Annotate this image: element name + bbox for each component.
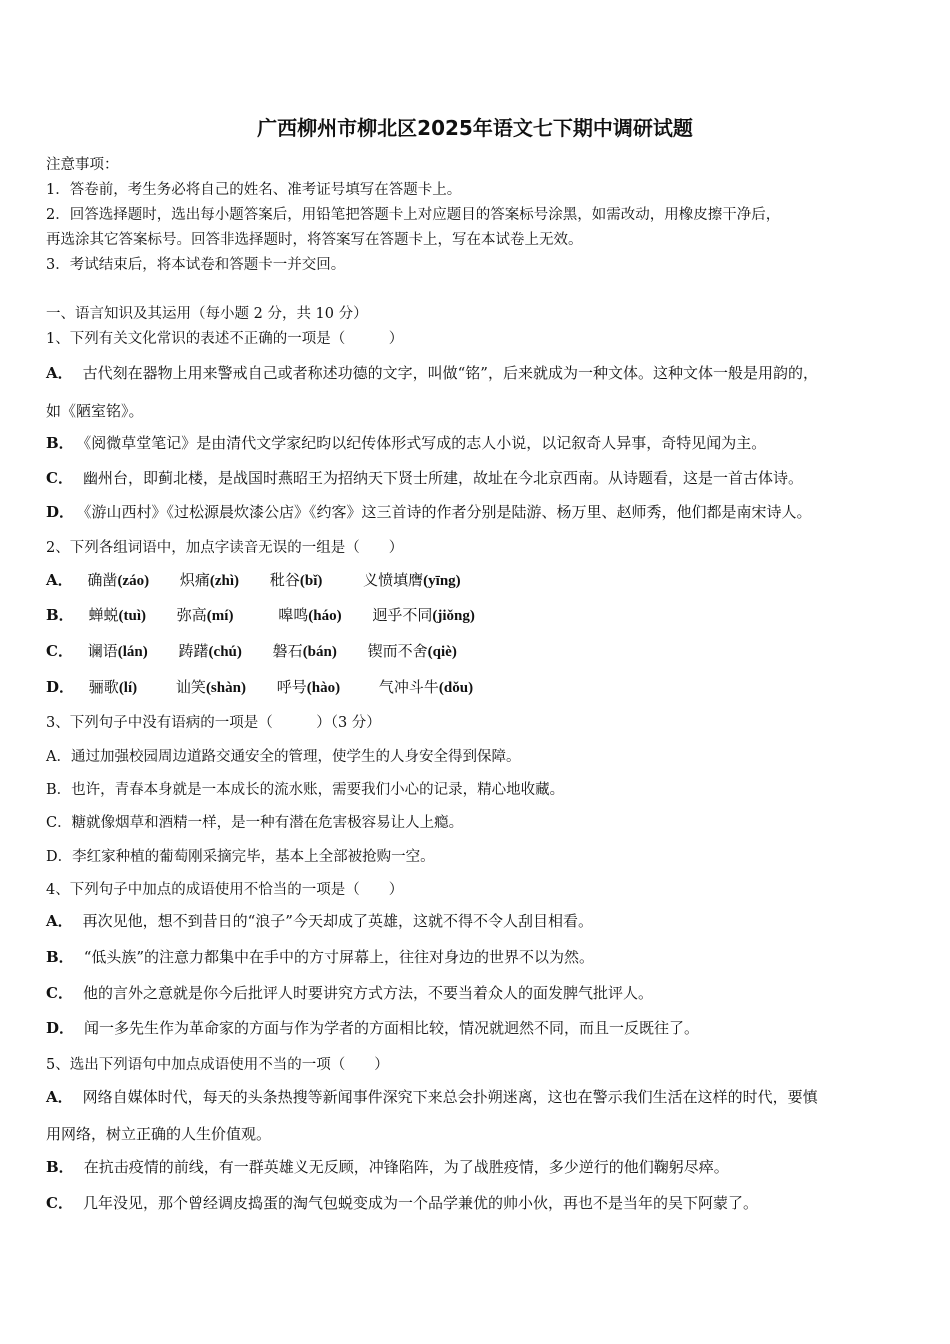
option-label: D．	[46, 503, 75, 521]
question-1-option-b	[46, 432, 916, 453]
option-text: 《游山西村》《过松源晨炊漆公店》《约客》这三首诗的作者分别是陆游、杨万里、赵师秀，他们都是南宋诗人。	[84, 503, 812, 521]
option-text: 再次见他，想不到昔日的“浪子”今天却成了英雄，这就不得不令人刮目相看。	[82, 912, 593, 930]
word-pair: 气冲斗牛(dǒu)	[378, 678, 474, 696]
option-label: C．	[46, 642, 73, 660]
word-pair: 嗥鸣(háo)	[278, 606, 342, 624]
option-label: A．	[46, 912, 73, 930]
question-5-option-c	[46, 1192, 916, 1213]
question-3-option-c: C．糖就像烟草和酒精一样，是一种有潜在危害极容易让人上瘾。	[46, 815, 464, 831]
word-pair: 秕谷(bǐ)	[269, 571, 323, 589]
notice-item: 3．考试结束后，将本试卷和答题卡一并交回。	[46, 257, 346, 273]
question-1-option-a-cont: 如《陋室铭》。	[46, 402, 144, 420]
option-label: D．	[46, 678, 75, 696]
question-2-option-d	[46, 676, 916, 697]
question-1-option-c	[46, 467, 916, 488]
question-1-option-d	[46, 501, 916, 522]
question-2-option-c	[46, 640, 916, 661]
option-text: 闻一多先生作为革命家的方面与作为学者的方面相比较，情况就迥然不同，而且一反既往了。	[84, 1019, 700, 1037]
option-text: 几年没见，那个曾经调皮捣蛋的淘气包蜕变成为一个品学兼优的帅小伙，再也不是当年的吴下阿蒙了。	[82, 1194, 758, 1212]
question-3-option-d: D．李红家种植的葡萄刚采摘完毕，基本上全部被抢购一空。	[46, 849, 435, 865]
question-5-stem: 5、选出下列语句中加点成语使用不当的一项（ ）	[46, 1057, 389, 1073]
word-pair: 呼号(hào)	[276, 678, 341, 696]
option-label: C．	[46, 1194, 73, 1212]
question-5-option-b	[46, 1156, 916, 1177]
option-text: 幽州台，即蓟北楼，是战国时燕昭王为招纳天下贤士所建，故址在今北京西南。从诗题看，这是一首古体诗。	[82, 469, 803, 487]
question-4-stem: 4、下列句子中加点的成语使用不恰当的一项是（ ）	[46, 882, 404, 898]
word-pair: 锲而不舍(qiè)	[367, 642, 457, 660]
notice-item: 再选涂其它答案标号。回答非选择题时，将答案写在答题卡上，写在本试卷上无效。	[46, 232, 583, 248]
option-label: A．	[46, 571, 73, 589]
question-3-option-b: B．也许，青春本身就是一本成长的流水账，需要我们小心的记录，精心地收藏。	[46, 782, 565, 798]
notice-item: 1．答卷前，考生务必将自己的姓名、准考证号填写在答题卡上。	[46, 182, 462, 198]
notice-item: 2．回答选择题时，选出每小题答案后，用铅笔把答题卡上对应题目的答案标号涂黑，如需改动，用橡皮擦干净后，	[46, 207, 781, 223]
word-pair: 迥乎不同(jiǒng)	[372, 606, 475, 624]
word-pair: 踌躇(chú)	[178, 642, 242, 660]
option-label: B．	[46, 948, 74, 966]
question-2-stem: 2、下列各组词语中，加点字读音无误的一组是（ ）	[46, 540, 404, 556]
question-4-option-d	[46, 1017, 916, 1038]
word-pair: 义愤填膺(yīng)	[363, 571, 461, 589]
option-label: C．	[46, 469, 73, 487]
page-title: 广西柳州市柳北区2025年语文七下期中调研试题	[257, 116, 693, 140]
question-3-stem: 3、下列句子中没有语病的一项是（ ）（3 分）	[46, 715, 381, 731]
notice-heading: 注意事项：	[46, 157, 119, 173]
word-pair: 骊歌(lí)	[88, 678, 138, 696]
word-pair: 弥高(mí)	[176, 606, 234, 624]
question-2-option-b	[46, 604, 916, 625]
option-label: D．	[46, 1019, 75, 1037]
word-pair: 炽痛(zhì)	[179, 571, 240, 589]
word-pair: 谰语(lán)	[87, 642, 148, 660]
question-5-option-a-cont: 用网络，树立正确的人生价值观。	[46, 1125, 272, 1143]
question-1-option-a	[46, 362, 916, 383]
question-1-stem: 1、下列有关文化常识的表述不正确的一项是（ ）	[46, 331, 404, 347]
word-pair: 讪笑(shàn)	[175, 678, 246, 696]
section-heading: 一、语言知识及其运用（每小题 2 分，共 10 分）	[46, 306, 368, 322]
question-5-option-a	[46, 1086, 916, 1107]
question-4-option-b	[46, 946, 916, 967]
question-3-option-a: A．通过加强校园周边道路交通安全的管理，使学生的人身安全得到保障。	[46, 749, 521, 765]
word-pair: 磐石(bán)	[272, 642, 337, 660]
question-4-option-c	[46, 982, 916, 1003]
option-text: 《阅微草堂笔记》是由清代文学家纪昀以纪传体形式写成的志人小说，以记叙奇人异事，奇特见闻为主。	[83, 434, 767, 452]
question-4-option-a	[46, 910, 916, 931]
option-text: 网络自媒体时代，每天的头条热搜等新闻事件深究下来总会扑朔迷离，这也在警示我们生活在这样的时代，要慎	[82, 1088, 818, 1106]
option-text: 在抗击疫情的前线，有一群英雄义无反顾，冲锋陷阵，为了战胜疫情，多少逆行的他们鞠躬尽瘁。	[83, 1158, 729, 1176]
option-text: 他的言外之意就是你今后批评人时要讲究方式方法，不要当着众人的面发脾气批评人。	[82, 984, 653, 1002]
option-label: A．	[46, 364, 73, 382]
option-label: B．	[46, 1158, 74, 1176]
word-pair: 蝉蜕(tuì)	[88, 606, 146, 624]
option-text: 古代刻在器物上用来警戒自己或者称述功德的文字，叫做“铭”，后来就成为一种文体。这种文体一般是用韵的，	[82, 364, 818, 382]
word-pair: 确凿(záo)	[87, 571, 150, 589]
option-text: “低头族”的注意力都集中在手中的方寸屏幕上，往往对身边的世界不以为然。	[83, 948, 595, 966]
option-label: B．	[46, 434, 74, 452]
option-label: C．	[46, 984, 73, 1002]
option-label: B．	[46, 606, 74, 624]
question-2-option-a	[46, 569, 916, 590]
option-label: A．	[46, 1088, 73, 1106]
